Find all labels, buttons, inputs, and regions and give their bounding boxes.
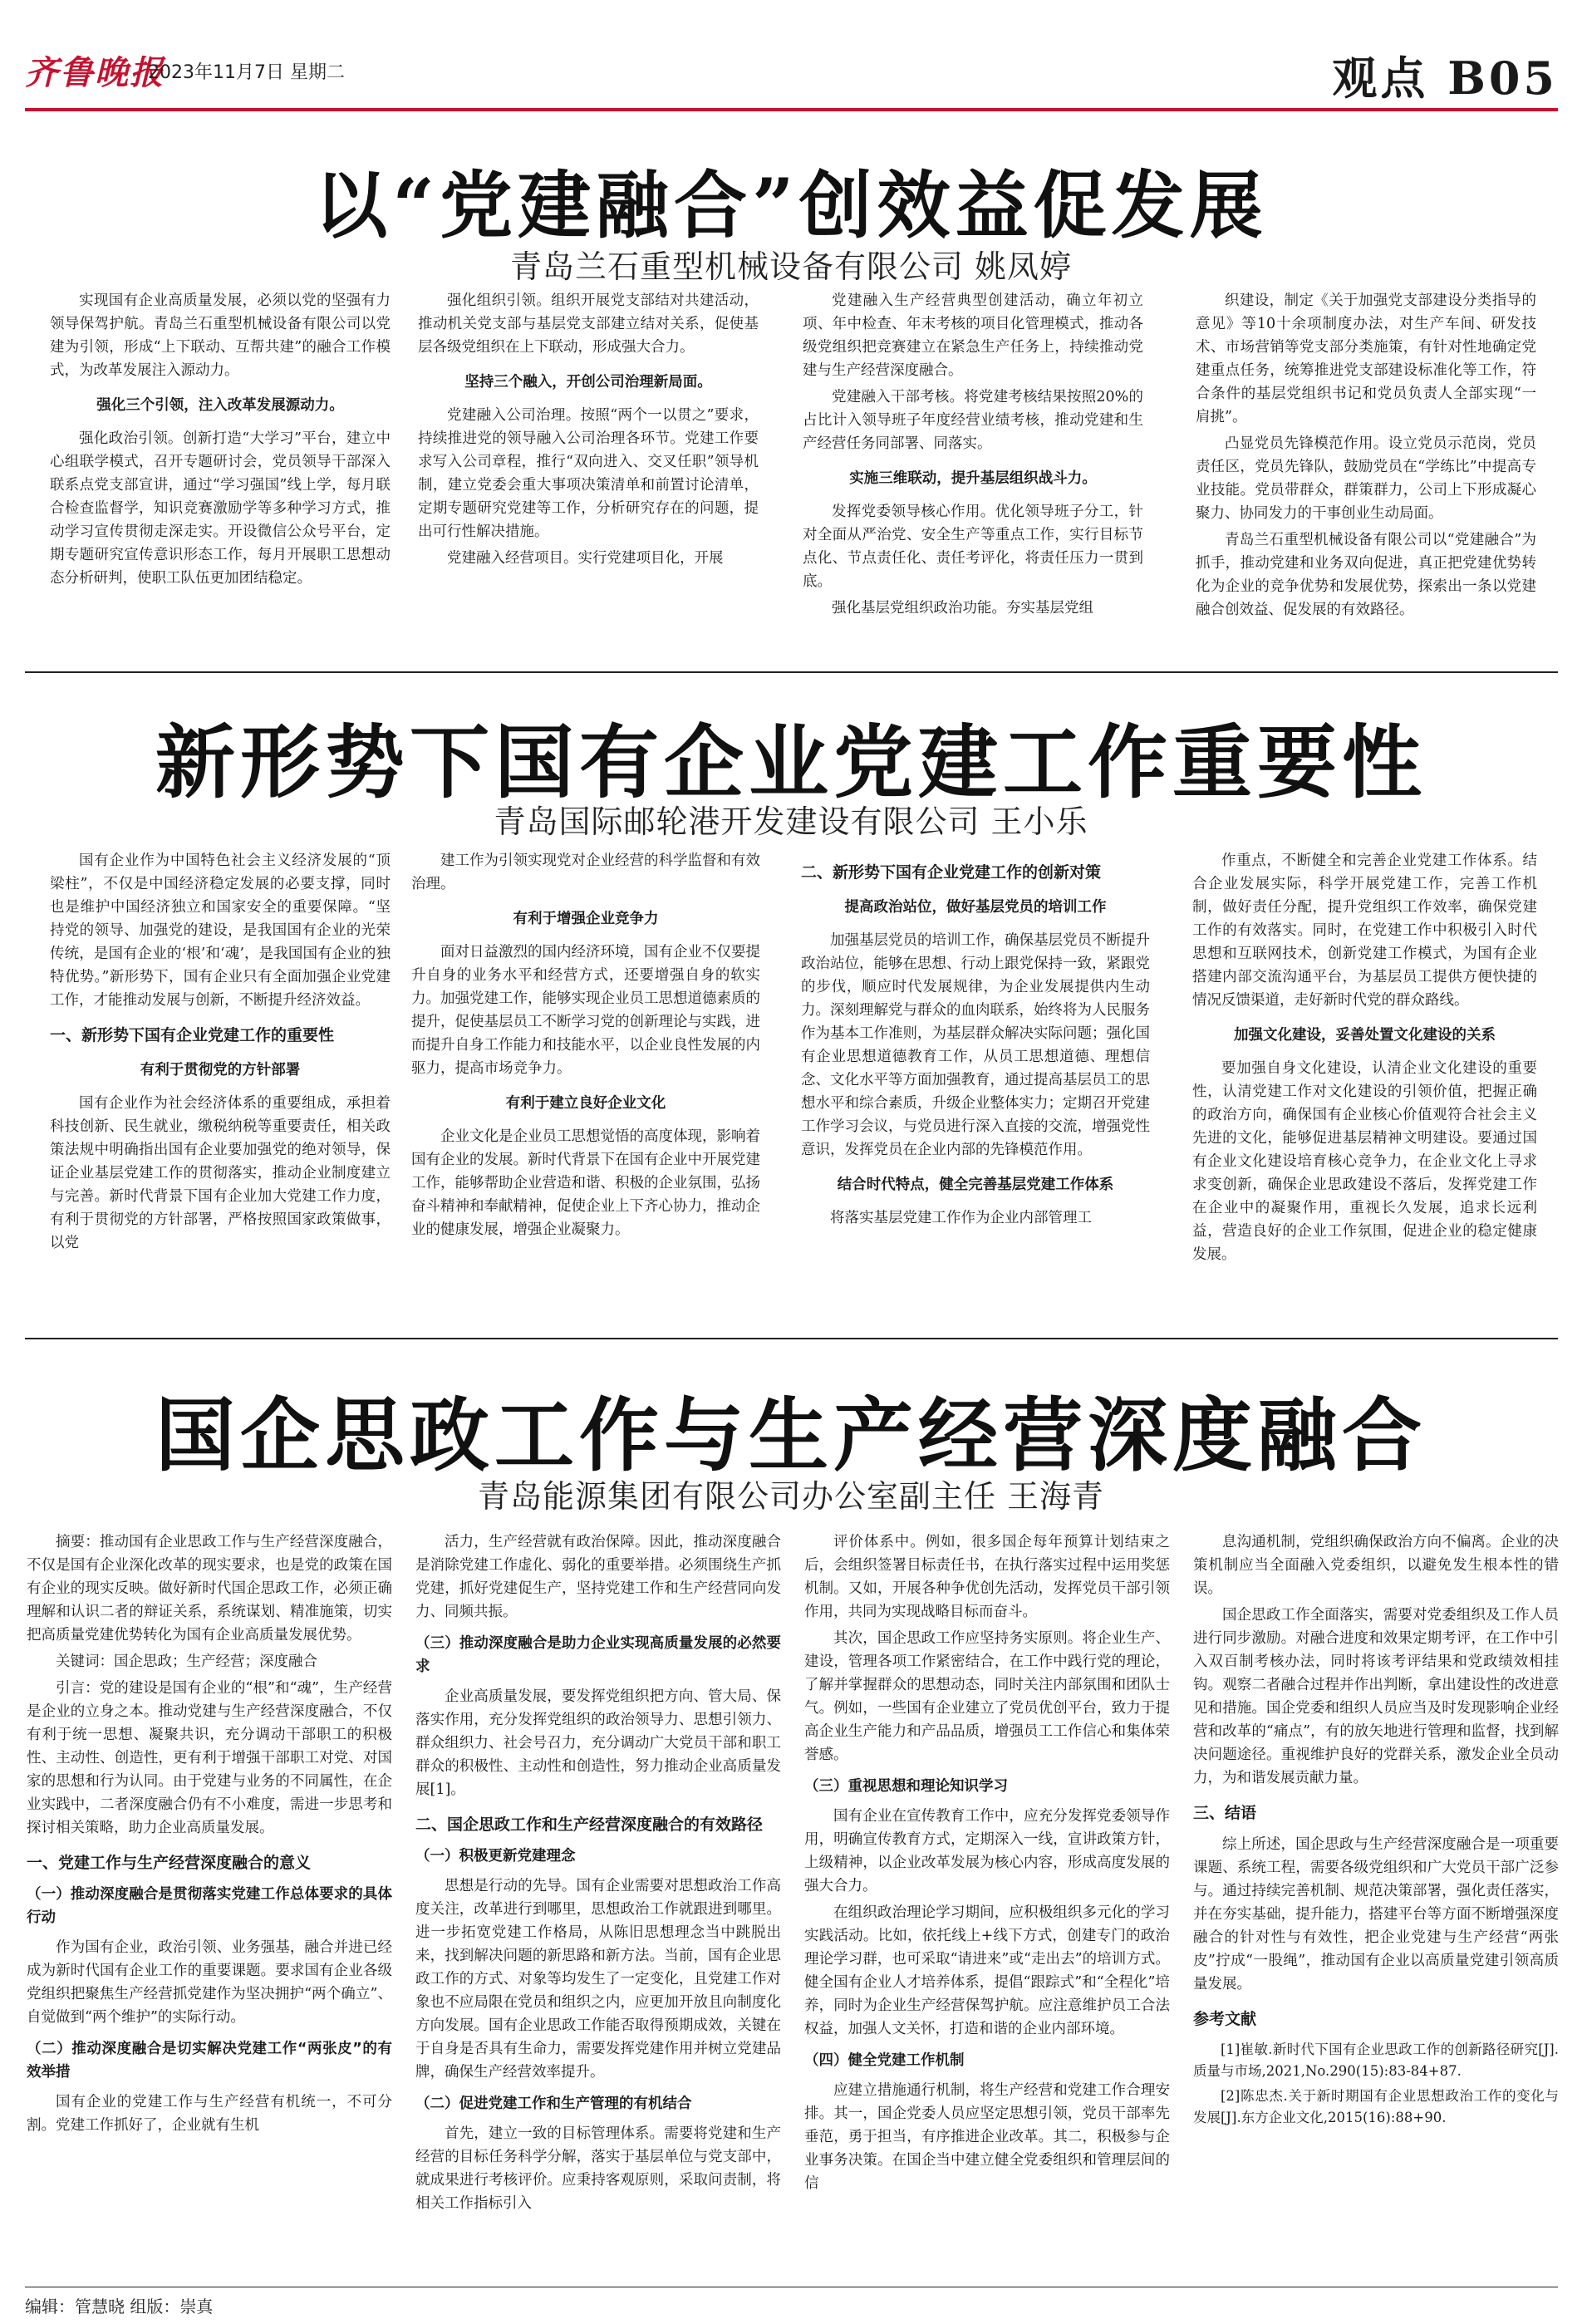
article3-col3 xyxy=(804,1530,1170,2278)
article2-col4 xyxy=(1192,849,1537,1331)
article2-col2 xyxy=(411,849,760,1331)
article2-col3 xyxy=(801,849,1150,1331)
article1-col1 xyxy=(50,289,391,655)
subheading: （二）推动深度融合是切实解决党建工作“两张皮”的有效举措 xyxy=(27,2041,392,2081)
subheading: 二、新形势下国有企业党建工作的创新对策 xyxy=(801,863,1102,882)
subheading: 提高政治站位，做好基层党员的培训工作 xyxy=(844,899,1107,916)
subheading: 强化三个引领，注入改革发展源动力。 xyxy=(96,397,344,414)
article1-byline: 青岛兰石重型机械设备有限公司 姚凤婷 xyxy=(509,248,1073,285)
article3-title: 国企思政工作与生产经营深度融合 xyxy=(155,1388,1427,1482)
paragraph: 综上所述，国企思政与生产经营深度融合是一项重要课题、系统工程，需要各级党组织和广大党员干部广泛参与。通过持续完善机制、规范决策部署，强化责任落实，并在夯实基础，提升能力，搭建平台等方面不断增强深度融合的针对性与有效性，把企业党建与生产经营“两张皮”拧成“一股绳”，推动国有企业以高质量党建引领高质量发展。 xyxy=(1193,1836,1559,1992)
paragraph: 评价体系中。例如，很多国企每年预算计划结束之后，会组织签署目标责任书，在执行落实过程中运用奖惩机制。又如，开展各种争优创先活动，发挥党员干部引领作用，共同为实现战略目标而奋斗。 xyxy=(804,1534,1170,1620)
paragraph: 党建融入公司治理。按照“两个一以贯之”要求，持续推进党的领导融入公司治理各环节。党建工作要求写入公司章程，推行“双向进入、交叉任职”领导机制，建立党委会重大事项决策清单和前置讨论清单，定期专题研究党建等工作，分析研究存在的问题，提出可行性解决措施。 xyxy=(418,407,759,540)
paragraph: 面对日益激烈的国内经济环境，国有企业不仅要提升自身的业务水平和经营方式，还要增强自身的软实力。加强党建工作，能够实现企业员工思想道德素质的提升，促使基层员工不断学习党的创新理论与实践，进而提升自身工作能力和技能水平，以企业良性发展的内驱力，提高市场竞争力。 xyxy=(411,944,760,1077)
article1-col3 xyxy=(803,289,1143,655)
paragraph: 活力，生产经营就有政治保障。因此，推动深度融合是消除党建工作虚化、弱化的重要举措。必须围绕生产抓党建，抓好党建促生产，坚持党建工作和生产经营同向发力、同频共振。 xyxy=(415,1534,781,1620)
paragraph: 发挥党委领导核心作用。优化领导班子分工，针对全面从严治党、安全生产等重点工作，实行目标节点化、节点责任化、责任考评化，将责任压力一贯到底。 xyxy=(803,504,1143,590)
paragraph: 强化政治引领。创新打造“大学习”平台，建立中心组联学模式，召开专题研讨会，党员领导干部深入联系点党支部宣讲，通过“学习强国”线上学，每月联合检查监督学，知识竞赛激励学等多种学习方式，推动学习宣传贯彻走深走实。开设微信公众号平台，定期专题研究宣传意识形态工作，每月开展职工思想动态分析研判，使职工队伍更加团结稳定。 xyxy=(50,430,391,587)
paragraph: 首先，建立一致的目标管理体系。需要将党建和生产经营的目标任务科学分解，落实于基层单位与党支部中，就成果进行考核评价。应秉持客观原则，采取问责制，将相关工作指标引入 xyxy=(415,2125,781,2212)
article2-col1 xyxy=(50,849,391,1331)
paragraph: 要加强自身文化建设，认清企业文化建设的重要性，认清党建工作对文化建设的引领价值，把握正确的政治方向，确保国有企业核心价值观符合社会主义先进的文化，能够促进基层精神文明建设。要通过国有企业文化建设培育核心竞争力，在企业文化上寻求求变创新，确保企业思政建设不落后，发挥党建工作在企业中的凝聚作用，重视长久发展，追求长远利益，营造良好的企业工作氛围，促进企业的稳定健康发展。 xyxy=(1192,1060,1537,1263)
paragraph: 党建融入经营项目。实行党建项目化，开展 xyxy=(447,550,724,567)
paragraph: 加强基层党员的培训工作，确保基层党员不断提升政治站位，能够在思想、行动上跟党保持一致，紧跟党的步伐，顺应时代发展规律，为企业发展提供内生动力。深刻理解党与群众的血肉联系，始终将为人民服务作为基本工作准则，为基层群众解决实际问题；强化国有企业思想道德教育工作，从员工思想道德、理想信念、文化水平等方面加强教育，通过提高基层员工的思想水平和综合素质，升级企业整体实力；定期召开党建工作学习会议，与党员进行深入直接的交流，增强党性意识，发挥党员在企业内部的先锋模范作用。 xyxy=(801,932,1150,1158)
article1-col2 xyxy=(418,289,759,655)
paragraph: 建工作为引领实现党对企业经营的科学监督和有效治理。 xyxy=(411,852,760,892)
paragraph: 作重点，不断健全和完善企业党建工作体系。结合企业发展实际，科学开展党建工作，完善工作机制，做好责任分配，提升党组织工作效率，确保党建工作的有效落实。同时，在党建工作中积极引入时代思想和互联网技术，创新党建工作模式，为国有企业搭建内部交流沟通平台，为基层员工提供方便快捷的情况反馈渠道，走好新时代党的群众路线。 xyxy=(1192,852,1537,1009)
subheading: （二）促进党建工作和生产管理的有机结合 xyxy=(415,2096,692,2112)
article-divider xyxy=(25,1338,1558,1339)
paragraph: 国有企业作为中国特色社会主义经济发展的“顶梁柱”，不仅是中国经济稳定发展的必要支撑，同时也是维护中国经济独立和国家安全的重要保障。“坚持党的领导、加强党的建设，是我国国有企业的光荣传统，是国有企业的‘根’和‘魂’，是我国国有企业的独特优势。”新形势下，国有企业只有全面加强企业党建工作，才能推动发展与创新，不断提升经济效益。 xyxy=(50,852,391,1009)
newspaper-logo: 齐鲁晚报 xyxy=(25,53,165,92)
paragraph: 应建立措施通行机制，将生产经营和党建工作合理安排。其一，国企党委人员应坚定思想引领，党员干部率先垂范，勇于担当，有序推进企业改革。其二，积极参与企业事务决策。在国企当中建立健全党委组织和管理层间的信 xyxy=(804,2082,1170,2192)
article3-col4 xyxy=(1193,1530,1559,2278)
paragraph: 强化组织引领。组织开展党支部结对共建活动，推动机关党支部与基层党支部建立结对关系，促使基层各级党组织在上下联动，形成强大合力。 xyxy=(418,292,759,356)
page-footer: 编辑：管慧晓 组版：崇真 xyxy=(25,2297,214,2317)
subheading: 三、结语 xyxy=(1193,1804,1257,1822)
paragraph: 织建设，制定《关于加强党支部建设分类指导的意见》等10十余项制度办法，对生产车间、研发技术、市场营销等党支部分类施策，有针对性地确定党建重点任务，统筹推进党支部建设标准化等工作，符合条件的基层党组织书记和党员负责人全部实现“一肩挑”。 xyxy=(1196,292,1536,425)
paragraph: 党建融入生产经营典型创建活动，确立年初立项、年中检查、年末考核的项目化管理模式，推动各级党组织把竞赛建立在紧急生产任务上，持续推动党建与生产经营深度融合。 xyxy=(803,292,1143,379)
paragraph: 国企思政工作全面落实，需要对党委组织及工作人员进行同步激励。对融合进度和效果定期考评，在工作中引入双百制考核办法，同时将该考评结果和党政绩效相挂钩。观察二者融合过程并作出判断，拿出建设性的改进意见和措施。国企党委和组织人员应当及时发现影响企业经营和改革的“痛点”，有的放矢地进行管理和监督，找到解决问题途径。重视维护良好的党群关系，激发企业全员动力，为和谐发展贡献力量。 xyxy=(1193,1607,1559,1786)
subheading: 结合时代特点，健全完善基层党建工作体系 xyxy=(837,1177,1114,1193)
masthead xyxy=(25,43,1558,108)
reference-item: [1]崔敏.新时代下国有企业思政工作的创新路径研究[J].质量与市场,2021,No.290(15):83-84+87. xyxy=(1193,2041,1559,2079)
masthead-rule xyxy=(25,108,1558,111)
paragraph: 作为国有企业，政治引领、业务强基，融合并进已经成为新时代国有企业工作的重要课题。要求国有企业各级党组织把聚焦生产经营抓党建作为坚决拥护“两个确立”、自觉做到“两个维护”的实际行动。 xyxy=(27,1939,392,2026)
paragraph: 关键词：国企思政；生产经营；深度融合 xyxy=(56,1653,317,1670)
paragraph: 实现国有企业高质量发展，必须以党的坚强有力领导保驾护航。青岛兰石重型机械设备有限公司以党建为引领，形成“上下联动、互帮共建”的融合工作模式，为改革发展注入源动力。 xyxy=(50,292,391,379)
subheading: 二、国企思政工作和生产经营深度融合的有效路径 xyxy=(415,1815,764,1834)
article1-col4 xyxy=(1196,289,1536,655)
subheading: 有利于建立良好企业文化 xyxy=(505,1095,666,1112)
article2-title: 新形势下国有企业党建工作重要性 xyxy=(155,715,1427,809)
paragraph: 企业高质量发展，要发挥党组织把方向、管大局、保落实作用，充分发挥党组织的政治领导力、思想引领力、群众组织力、社会号召力，充分调动广大党员干部和职工群众的积极性、主动性和创造性，努力推动企业高质量发展[1]。 xyxy=(415,1688,781,1798)
paragraph: 将落实基层党建工作作为企业内部管理工 xyxy=(830,1210,1092,1226)
page-section: 观点 B05 xyxy=(1332,52,1558,105)
paragraph: 国有企业的党建工作与生产经营有机统一，不可分割。党建工作抓好了，企业就有生机 xyxy=(27,2094,392,2134)
paragraph: 强化基层党组织政治功能。夯实基层党组 xyxy=(832,600,1093,617)
subheading: （一）积极更新党建理念 xyxy=(415,1848,576,1865)
article1-title: 以“党建融合”创效益促发展 xyxy=(314,162,1268,248)
article-divider xyxy=(25,671,1558,673)
subheading: （三）重视思想和理论知识学习 xyxy=(804,1778,1008,1795)
article3-col1 xyxy=(27,1530,392,2278)
subheading: 一、党建工作与生产经营深度融合的意义 xyxy=(27,1854,312,1872)
paragraph: 青岛兰石重型机械设备有限公司以“党建融合”为抓手，推动党建和业务双向促进，真正把党建优势转化为企业的竞争优势和发展优势，探索出一条以党建融合创效益、促发展的有效路径。 xyxy=(1196,532,1536,618)
paragraph: 引言：党的建设是国有企业的“根”和“魂”，生产经营是企业的立身之本。推动党建与生产经营深度融合，不仅有利于统一思想、凝聚共识，充分调动干部职工的积极性、主动性、创造性，更有利于增强干部职工对党、对国家的思想和行为认同。由于党建与业务的不同属性，在企业实践中，二者深度融合仍有不小难度，需进一步思考和探讨相关策略，助力企业高质量发展。 xyxy=(27,1680,392,1836)
subheading: 实施三维联动，提升基层组织战斗力。 xyxy=(849,470,1097,487)
paragraph: 思想是行动的先导。国有企业需要对思想政治工作高度关注，改革进行到哪里，思想政治工作就跟进到哪里。进一步拓宽党建工作格局，从陈旧思想理念当中跳脱出来，找到解决问题的新思路和新方法。当前，国有企业思政工作的方式、对象等均发生了一定变化，且党建工作对象也不应局限在党员和组织之内，应更加开放且向制度化方向发展。国有企业思政工作能否取得预期成效，关键在于自身是否具有生命力，需要发挥党建作用并树立党建品牌，确保生产经营效率提升。 xyxy=(415,1878,781,2081)
article2-byline: 青岛国际邮轮港开发建设有限公司 王小乐 xyxy=(494,803,1088,840)
paragraph: 企业文化是企业员工思想觉悟的高度体现，影响着国有企业的发展。新时代背景下在国有企业中开展党建工作，能够帮助企业营造和谐、积极的企业氛围，弘扬奋斗精神和奉献精神，促使企业上下齐心协力，推动企业的健康发展，增强企业凝聚力。 xyxy=(411,1128,760,1238)
subheading: （四）健全党建工作机制 xyxy=(804,2052,965,2069)
issue-date: 2023年11月7日 星期二 xyxy=(148,62,345,83)
article3-col2 xyxy=(415,1530,781,2278)
paragraph: 在组织政治理论学习期间，应积极组织多元化的学习实践活动。比如，依托线上+线下方式，创建专门的政治理论学习群，也可采取“请进来”或“走出去”的培训方式。健全国有企业人才培养体系，提倡“跟踪式”和“全程化”培养，同时为企业生产经营保驾护航。应注意维护员工合法权益，加强人文关怀，打造和谐的企业内部环境。 xyxy=(804,1904,1170,2037)
paragraph: 国有企业作为社会经济体系的重要组成，承担着科技创新、民生就业，缴税纳税等重要责任，相关政策法规中明确指出国有企业要加强党的绝对领导，保证企业基层党建工作的贯彻落实，推动企业制度建立与完善。新时代背景下国有企业加大党建工作力度，有利于贯彻党的方针部署，严格按照国家政策做事，以党 xyxy=(50,1095,391,1251)
subheading: 加强文化建设，妥善处置文化建设的关系 xyxy=(1234,1027,1496,1044)
subheading: （一）推动深度融合是贯彻落实党建工作总体要求的具体行动 xyxy=(27,1886,392,1926)
paragraph: 国有企业在宣传教育工作中，应充分发挥党委领导作用，明确宣传教育方式，定期深入一线，宣讲政策方针，上级精神，以企业改革发展为核心内容，形成高度发展的强大合力。 xyxy=(804,1808,1170,1894)
paragraph: 摘要：推动国有企业思政工作与生产经营深度融合，不仅是国有企业深化改革的现实要求，也是党的政策在国有企业的现实反映。做好新时代国企思政工作，必须正确理解和认识二者的辩证关系，系统谋划、精准施策，切实把高质量党建优势转化为国有企业高质量发展优势。 xyxy=(27,1534,392,1644)
paragraph: 息沟通机制，党组织确保政治方向不偏离。企业的决策机制应当全面融入党委组织，以避免发生根本性的错误。 xyxy=(1193,1534,1559,1597)
subheading: 有利于增强企业竞争力 xyxy=(513,911,659,927)
subheading: （三）推动深度融合是助力企业实现高质量发展的必然要求 xyxy=(415,1635,781,1675)
paragraph: 其次，国企思政工作应坚持务实原则。将企业生产、建设，管理各项工作紧密结合，在工作中践行党的理论，了解并掌握群众的思想动态，同时关注内部氛围和团队士气。例如，一些国有企业建立了党员优创平台，致力于提高企业生产能力和产品品质，增强员工工作信心和集体荣誉感。 xyxy=(804,1630,1170,1763)
reference-item: [2]陈忠杰.关于新时期国有企业思想政治工作的变化与发展[J].东方企业文化,2015(16):88+90. xyxy=(1193,2088,1559,2125)
paragraph: 党建融入干部考核。将党建考核结果按照20%的占比计入领导班子年度经营业绩考核，推动党建和生产经营任务同部署、同落实。 xyxy=(803,389,1143,452)
article3-byline: 青岛能源集团有限公司办公室副主任 王海青 xyxy=(477,1478,1105,1515)
subheading: 参考文献 xyxy=(1193,2010,1257,2028)
subheading: 有利于贯彻党的方针部署 xyxy=(140,1062,301,1078)
subheading: 坚持三个融入，开创公司治理新局面。 xyxy=(464,374,712,391)
paragraph: 凸显党员先锋模范作用。设立党员示范岗，党员责任区，党员先锋队，鼓励党员在“学练比”中提高专业技能。党员带群众，群策群力，公司上下形成凝心聚力、协同发力的干事创业生动局面。 xyxy=(1196,435,1536,522)
subheading: 一、新形势下国有企业党建工作的重要性 xyxy=(50,1026,335,1044)
